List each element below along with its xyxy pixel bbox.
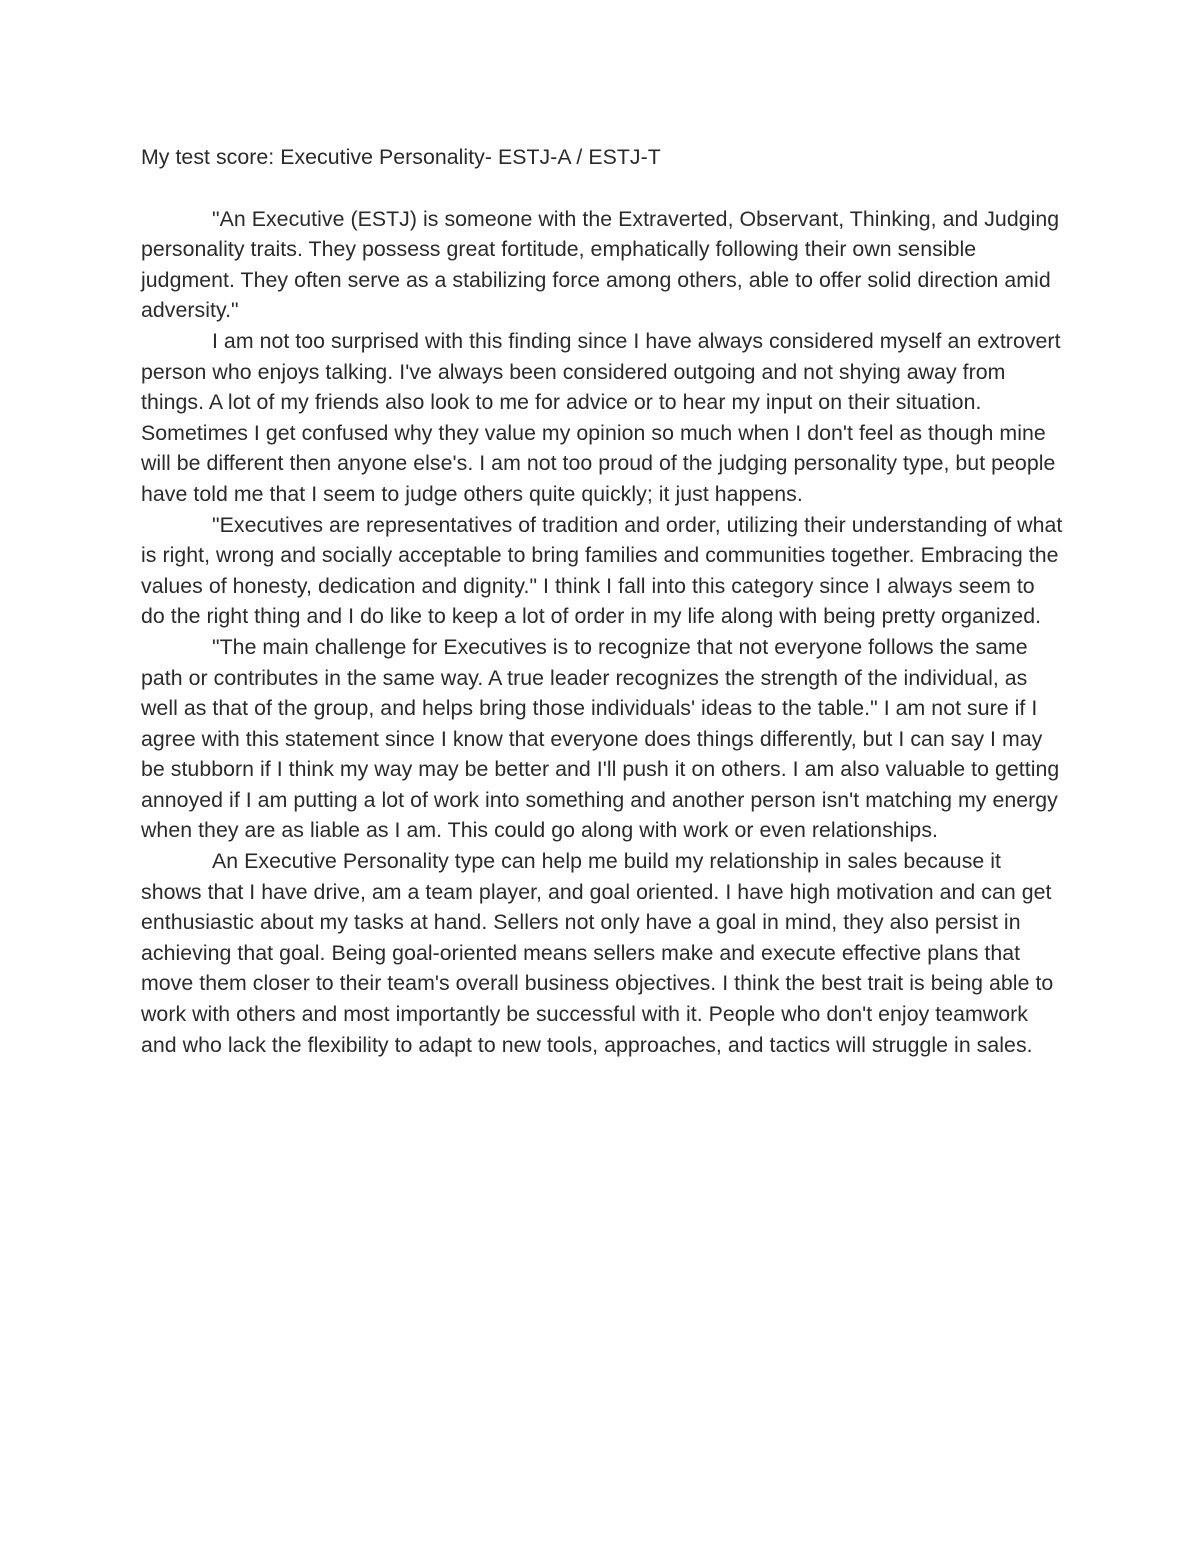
paragraph-2: I am not too surprised with this finding since I have always considered myself an extrovert person who enjoys talking. I've always been considered outgoing and not shying away from things. A lot of my friends also look to me for advice or to hear my input on their situation. Sometimes I get confused why they value my opinion so much when I don't feel as though mine will be different then anyone else's. I am not too proud of the judging personality type, but people have told me that I seem to judge others quite quickly; it just happens.	[141, 328, 1061, 506]
paragraph-5: An Executive Personality type can help me build my relationship in sales because it shows that I have drive, am a team player, and goal oriented. I have high motivation and can get enthusiastic about my tasks at hand. Sellers not only have a goal in mind, they also persist in achieving that goal. Being goal-oriented means sellers make and execute effective plans that move them closer to their team's overall business objectives. I think the best trait is being able to work with others and most importantly be successful with it. People who don't enjoy teamwork and who lack the flexibility to adapt to new tools, approaches, and tactics will struggle in sales.	[141, 849, 1054, 1057]
paragraph-1: "An Executive (ESTJ) is someone with the Extraverted, Observant, Thinking, and Judging personality traits. They possess great fortitude, emphatically following their own sensible judgment. They often serve as a stabilizing force among others, able to offer solid direction amid adversity."	[141, 206, 1060, 323]
document-body	[141, 142, 1063, 1060]
paragraph-3: "Executives are representatives of tradition and order, utilizing their understanding of what is right, wrong and socially acceptable to bring families and communities together. Embracing the values of honesty, dedication and dignity." I think I fall into this category since I always seem to do the right thing and I do like to keep a lot of order in my life along with being pretty organized.	[141, 512, 1063, 629]
document-title: My test score: Executive Personality- ESTJ-A / ESTJ-T	[141, 145, 661, 169]
paragraph-4: "The main challenge for Executives is to recognize that not everyone follows the same path or contributes in the same way. A true leader recognizes the strength of the individual, as well as that of the group, and helps bring those individuals' ideas to the table." I am not sure if I agree with this statement since I know that everyone does things differently, but I can say I may be stubborn if I think my way may be better and I'll push it on others. I am also valuable to getting annoyed if I am putting a lot of work into something and another person isn't matching my energy when they are as liable as I am. This could go along with work or even relationships.	[141, 634, 1060, 843]
